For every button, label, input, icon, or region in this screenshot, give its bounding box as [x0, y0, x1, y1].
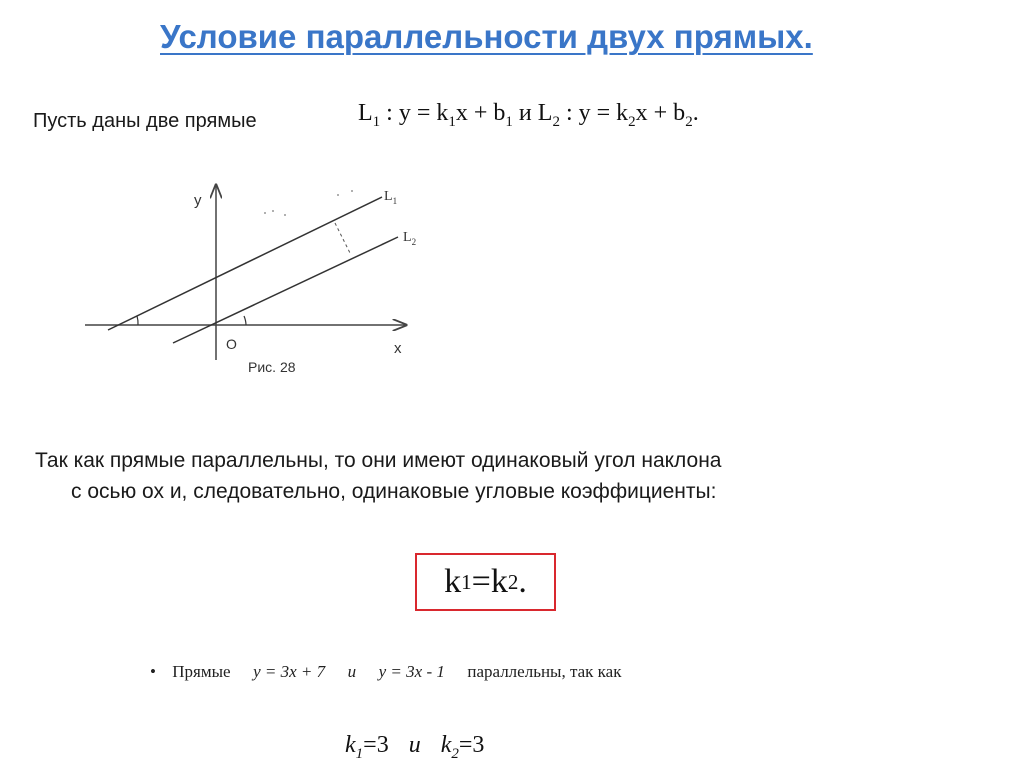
slide-title: Условие параллельности двух прямых.: [160, 18, 813, 55]
y-axis-label: y: [194, 192, 202, 209]
angle-arc-l1: [137, 316, 138, 325]
line-l2: [173, 237, 398, 343]
k-values: $k_1=3$ и $k_2=3$: [345, 732, 485, 762]
example-equation-1: y = 3x + 7: [253, 662, 326, 681]
bullet-icon: •: [150, 662, 156, 681]
intro-text: Пусть даны две прямые: [33, 110, 257, 132]
lines-formula: $L_1$ : $y = k_1x + b_1$ и $L_2$ : $y = k_2x + b_2$.: [358, 100, 699, 130]
l1-label: $L_1$: [384, 189, 398, 206]
x-axis-label: x: [394, 340, 402, 357]
example-equation-2: y = 3x - 1: [378, 662, 445, 681]
parallel-lines-diagram: [80, 175, 440, 385]
angle-arc-l2: [244, 316, 246, 325]
example-bullet: • Прямые y = 3x + 7 и y = 3x - 1 параллельны, так как: [150, 662, 622, 681]
perpendicular-dashed: [335, 223, 350, 253]
origin-label: O: [226, 336, 237, 352]
result-formula-box: k 1 = k 2 .: [415, 553, 556, 611]
paragraph-line-2: с осью ох и, следовательно, одинаковые угловые коэффициенты:: [71, 480, 717, 503]
explanation-paragraph: [35, 445, 722, 507]
figure-caption: Рис. 28: [248, 359, 296, 375]
paragraph-line-1: Так как прямые параллельны, то они имеют одинаковый угол наклона: [35, 449, 722, 472]
l2-label: $L_2$: [403, 230, 417, 247]
